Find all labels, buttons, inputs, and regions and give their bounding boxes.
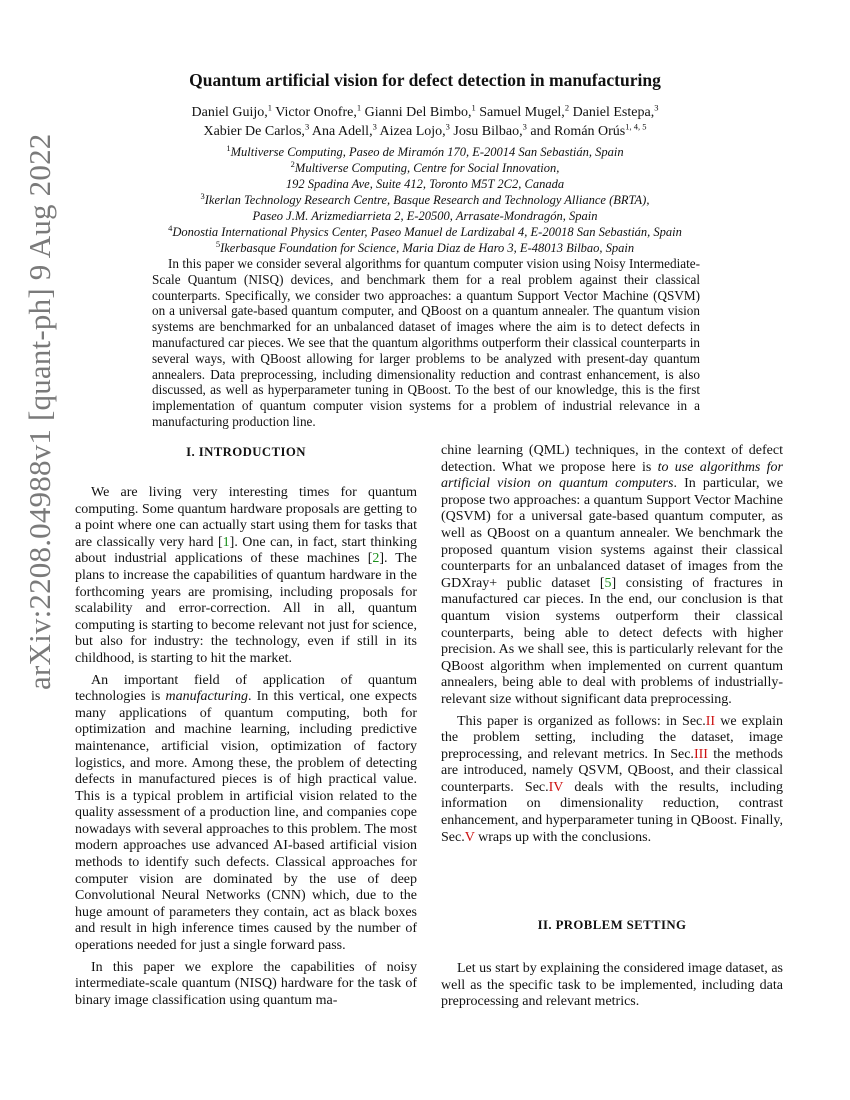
section-link[interactable]: III (693, 746, 708, 762)
affiliation-mark: 3 (200, 190, 205, 201)
affiliation-text: 192 Spadina Ave, Suite 412, Toronto M5T 2C2, Canada (285, 177, 565, 191)
affiliation (110, 144, 740, 160)
author-affil-mark: 2 (564, 102, 570, 113)
arxiv-identifier-text: arXiv:2208.04988v1 [quant-ph] 9 Aug 2022 (22, 133, 57, 690)
author-line-1 (130, 103, 720, 122)
affiliation (110, 176, 740, 192)
text-run: An important field of application of quantum technologies is (75, 672, 417, 705)
paragraph (75, 673, 417, 955)
author-affil-mark: 1 (356, 102, 362, 113)
affiliation (110, 224, 740, 240)
text-run: . In this vertical, one expects many applications of quantum computing, both for optimization and machine learning, including predictive maintenance, artificial vision, optimization of factory logistics, and more. Among these, the problem of detecting defects in manufactured pieces is of high practical value. This is a typical problem in artificial vision related to the quality assessment of a production line, and companies cope nowadays with several approaches to this problem. The most modern approaches use advanced AI-based artificial vision methods to identify such defects. Classical approaches for computer vision are dominated by the use of deep Convolutional Neural Networks (CNN) which, due to the huge amount of parameters they contain, act as black boxes and result in high inference times caused by the number of operations needed for just a single forward pass. (75, 689, 417, 954)
author-affil-mark: 1, 4, 5 (625, 121, 647, 132)
affiliation (110, 208, 740, 224)
author-affil-mark: 3 (372, 121, 377, 132)
right-column (441, 443, 783, 846)
author-affil-mark: 3 (522, 121, 527, 132)
paper-title: Quantum artificial vision for defect detection in manufacturing (189, 70, 661, 90)
left-column (75, 485, 417, 1009)
author-name: Ana Adell, (309, 124, 373, 139)
affiliation-text: Multiverse Computing, Paseo de Miramón 170, E-20014 San Sebastián, Spain (230, 145, 624, 159)
author-affil-mark: 3 (654, 102, 659, 113)
affiliation (110, 192, 740, 208)
affiliation-text: Ikerbasque Foundation for Science, Maria Diaz de Haro 3, E-48013 Bilbao, Spain (220, 241, 635, 255)
emphasis: manufacturing (165, 689, 248, 705)
affiliation-text: Multiverse Computing, Centre for Social Innovation, (294, 161, 560, 175)
affiliation-text: Donostia International Physics Center, Paseo Manuel de Lardizabal 4, E-20018 San Sebastián, Spain (172, 225, 682, 239)
paragraph (441, 443, 783, 709)
problem-setting-body (441, 961, 783, 1011)
text-run: . In particular, we propose two approaches: a quantum Support Vector Machine (QSVM) for a universal gate-based quantum computer, as well as QBoost on a quantum annealer. We benchmark the proposed quantum vision systems against their classical counterparts for an unbalanced dataset of images from the GDXray+ public dataset [ (441, 476, 784, 591)
affiliation-text: Ikerlan Technology Research Centre, Basque Research and Technology Alliance (BRTA), (204, 193, 650, 207)
author-line-2 (130, 122, 720, 141)
affiliation-mark: 2 (290, 158, 295, 169)
affiliation-mark: 5 (215, 238, 221, 249)
paragraph (75, 485, 417, 668)
author-name: Gianni Del Bimbo, (361, 105, 472, 120)
section-heading-problem-setting: II. PROBLEM SETTING (537, 918, 687, 932)
text-run: ]. One can, in fact, start thinking about industrial applications of these machines [ (75, 534, 417, 567)
abstract: In this paper we consider several algorithms for quantum computer vision using Noisy Intermediate-Scale Quantum (NISQ) devices, and benchmark them for a real problem against their classical counterparts. Specifically, we consider two approaches: a quantum Support Vector Machine (QSVM) on a universal gate-based quantum computer, and QBoost on a quantum annealer. The quantum vision systems are benchmarked for an unbalanced dataset of images where the aim is to detect defects in manufactured car pieces. We see that the quantum algorithms outperform their classical counterparts in several ways, with QBoost allowing for larger problems to be analyzed with present-day quantum annealers. Data preprocessing, including dimensionality reduction and contrast enhancement, is also discussed, as well as hyperparameter tuning in QBoost. To the best of our knowledge, this is the first implementation of quantum computer vision systems for a problem of industrial relevance in a manufacturing production line. (152, 256, 700, 429)
citation-link[interactable]: 1 (222, 534, 230, 550)
affiliation (110, 160, 740, 176)
author-affil-mark: 3 (445, 121, 450, 132)
section-link[interactable]: II (705, 713, 716, 729)
author-name: Samuel Mugel, (475, 105, 565, 120)
affiliation-mark: 4 (168, 222, 173, 233)
emphasis: to use algorithms for artificial vision on quantum computers (441, 459, 783, 492)
affiliation-mark: 1 (226, 142, 231, 153)
affiliation-list (110, 144, 740, 256)
text-run: chine learning (QML) techniques, in the context of defect detection. What we propose here is (441, 443, 783, 475)
citation-link[interactable]: 2 (372, 551, 380, 567)
text-run: ] consisting of fractures in manufactured car pieces. In the end, our conclusion is that quantum vision systems outperform their classical counterparts, being able to detect defects with higher precision. As we shall see, this is particularly relevant for the QBoost algorithm when implemented on current quantum annealers, being able to deal with problems of industrially-relevant size without significant data preprocessing. (441, 575, 783, 707)
author-list (130, 103, 720, 141)
section-link[interactable]: V (464, 829, 475, 845)
author-affil-mark: 3 (304, 121, 310, 132)
section-link[interactable]: IV (548, 779, 564, 795)
paragraph: Let us start by explaining the considered image dataset, as well as the specific task to be implemented, including data preprocessing and relevant metrics. (441, 961, 783, 1010)
text-run: ]. The plans to increase the capabilities of quantum hardware in the forthcoming years are promising, including proposals for scalability and error-correction. All in all, quantum computing is starting to become relevant not just for science, but also for industry: the technology, even if still in its childhood, is starting to hit the market. (75, 551, 417, 666)
text-run: wraps up with the conclusions. (474, 829, 652, 845)
text-run: deals with the results, including information on dimensionality reduction, contrast enhancement, and hyperparameter tuning in QBoost. Finally, Sec. (441, 779, 783, 845)
text-run: This paper is organized as follows: in Sec. (457, 713, 706, 729)
author-name: Josu Bilbao, (449, 124, 523, 139)
text-run: we explain the problem setting, including the dataset, image preprocessing, and relevant metrics. In Sec. (441, 713, 783, 762)
affiliation (110, 240, 740, 256)
author-name: Daniel Guijo, (191, 105, 268, 120)
paragraph: In this paper we explore the capabilities of noisy intermediate-scale quantum (NISQ) hardware for the task of binary image classification using quantum ma- (75, 959, 417, 1008)
paragraph (441, 714, 783, 847)
author-name: Victor Onofre, (272, 105, 357, 120)
section-heading-introduction: I. INTRODUCTION (186, 445, 306, 459)
text-run: We are living very interesting times for quantum computing. Some quantum hardware proposals are getting to a point where one can actually start using them for tasks that are classically very hard [ (75, 485, 417, 550)
author-name: and Román Orús (526, 124, 626, 139)
text-run: the methods are introduced, namely QSVM, QBoost, and their classical counterparts. Sec. (441, 746, 784, 795)
author-affil-mark: 1 (471, 102, 476, 113)
citation-link[interactable]: 5 (604, 575, 612, 591)
author-name: Daniel Estepa, (569, 105, 655, 120)
author-name: Xabier De Carlos, (203, 124, 305, 139)
author-name: Aizea Lojo, (376, 124, 446, 139)
affiliation-text: Paseo J.M. Arizmediarrieta 2, E-20500, Arrasate-Mondragón, Spain (252, 209, 598, 223)
author-affil-mark: 1 (267, 102, 272, 113)
